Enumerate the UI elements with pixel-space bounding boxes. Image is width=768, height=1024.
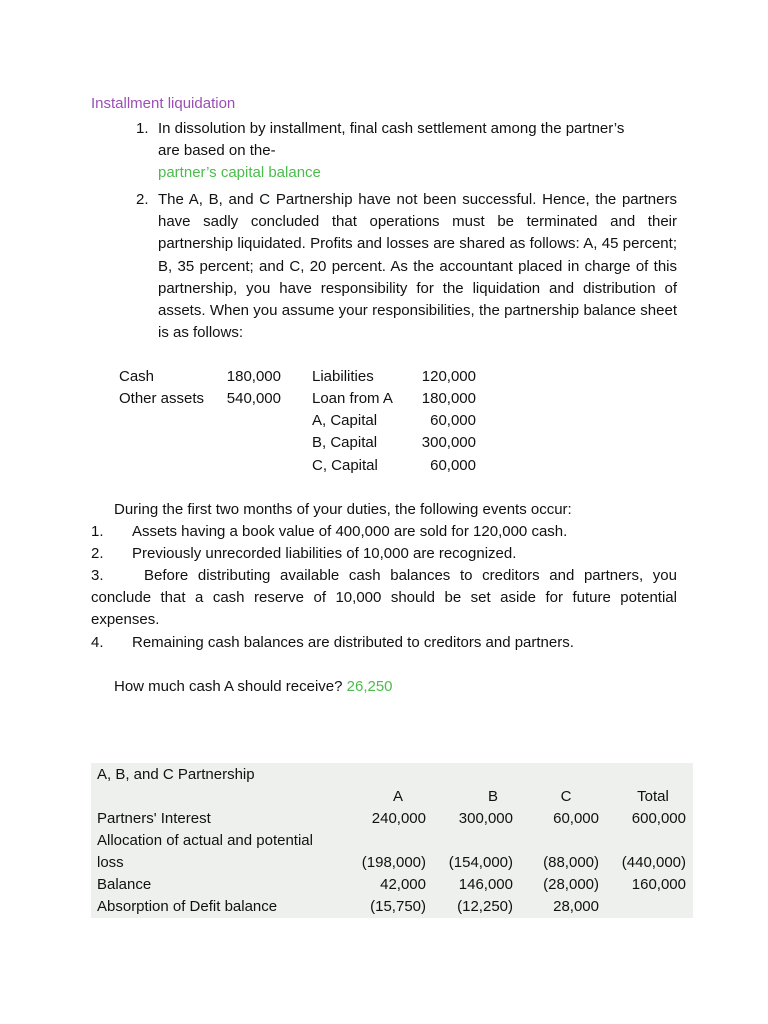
question-number: 2. (136, 191, 149, 208)
liability-label: B, Capital (312, 434, 378, 451)
cell-b: (12,250) (457, 898, 513, 915)
events-intro: During the first two months of your duties, the following events occur: (114, 501, 572, 518)
liability-label: A, Capital (312, 412, 378, 429)
question-line: are based on the- (158, 142, 276, 160)
column-header: A (392, 788, 403, 805)
asset-label: Other assets (119, 390, 205, 407)
row-label: Partners' Interest (97, 810, 211, 827)
row-label: Absorption of Defit balance (97, 898, 278, 915)
event-number: 2. (91, 545, 104, 562)
cell-b: 146,000 (458, 876, 513, 893)
asset-label: Cash (119, 368, 155, 385)
cell-a: 42,000 (380, 876, 426, 893)
column-header: Total (637, 788, 669, 805)
answer-text: partner’s capital balance (158, 164, 321, 182)
question-text (158, 118, 677, 185)
question-number: 1. (136, 120, 149, 137)
cell-a: (15,750) (370, 898, 426, 915)
row-label: Allocation of actual and potential (97, 832, 313, 849)
column-header: B (487, 788, 498, 805)
liability-label: Loan from A (312, 390, 393, 407)
asset-value: 180,000 (226, 368, 281, 385)
cell-c: 60,000 (553, 810, 599, 827)
partnership-table (91, 763, 693, 918)
table-title: A, B, and C Partnership (97, 766, 255, 783)
cell-b: (154,000) (448, 854, 513, 871)
event-number: 4. (91, 634, 104, 651)
liability-value: 60,000 (430, 412, 476, 429)
question-line: In dissolution by installment, final cash settlement among the partner’s (158, 120, 625, 137)
asset-value: 540,000 (226, 390, 281, 407)
event-text: Remaining cash balances are distributed to creditors and partners. (132, 634, 574, 651)
liability-label: C, Capital (312, 457, 378, 474)
cell-total: 160,000 (631, 876, 686, 893)
event-text: Previously unrecorded liabilities of 10,000 are recognized. (132, 545, 517, 562)
event-number: 3. (91, 567, 104, 584)
cell-c: 28,000 (553, 898, 599, 915)
cell-total: 600,000 (631, 810, 686, 827)
row-label: loss (97, 854, 124, 871)
event-number: 1. (91, 523, 104, 540)
cell-b: 300,000 (458, 810, 513, 827)
liability-value: 60,000 (430, 457, 476, 474)
column-header: C (560, 788, 572, 805)
event-text: Before distributing available cash balances to creditors and partners, you conclude that a cash reserve of 10,000 should be set aside for future potential expenses. (91, 567, 677, 629)
cell-c: (28,000) (543, 876, 599, 893)
cell-a: 240,000 (371, 810, 426, 827)
liability-label: Liabilities (312, 368, 374, 385)
cell-a: (198,000) (361, 854, 426, 871)
row-label: Balance (97, 876, 152, 893)
cell-c: (88,000) (543, 854, 599, 871)
liability-value: 120,000 (421, 368, 476, 385)
liability-value: 300,000 (421, 434, 476, 451)
cell-total: (440,000) (621, 854, 686, 871)
answer-text: 26,250 (346, 678, 393, 695)
question-text: How much cash A should receive? (114, 678, 343, 695)
event-text: Assets having a book value of 400,000 are sold for 120,000 cash. (132, 523, 568, 540)
liability-value: 180,000 (421, 390, 476, 407)
question-text: The A, B, and C Partnership have not been successful. Hence, the partners have sadly concluded that operations must be terminated and their partnership liquidated. Profits and losses are shared as follows: A, 45 percent; B, 35 percent; and C, 20 percent. As the accountant placed in charge of this partnership, you have responsibility for the liquidation and distribution of assets. When you assume your responsibilities, the partnership balance sheet is as follows: (158, 191, 677, 342)
question-3 (114, 676, 393, 698)
section-heading: Installment liquidation (91, 95, 236, 112)
